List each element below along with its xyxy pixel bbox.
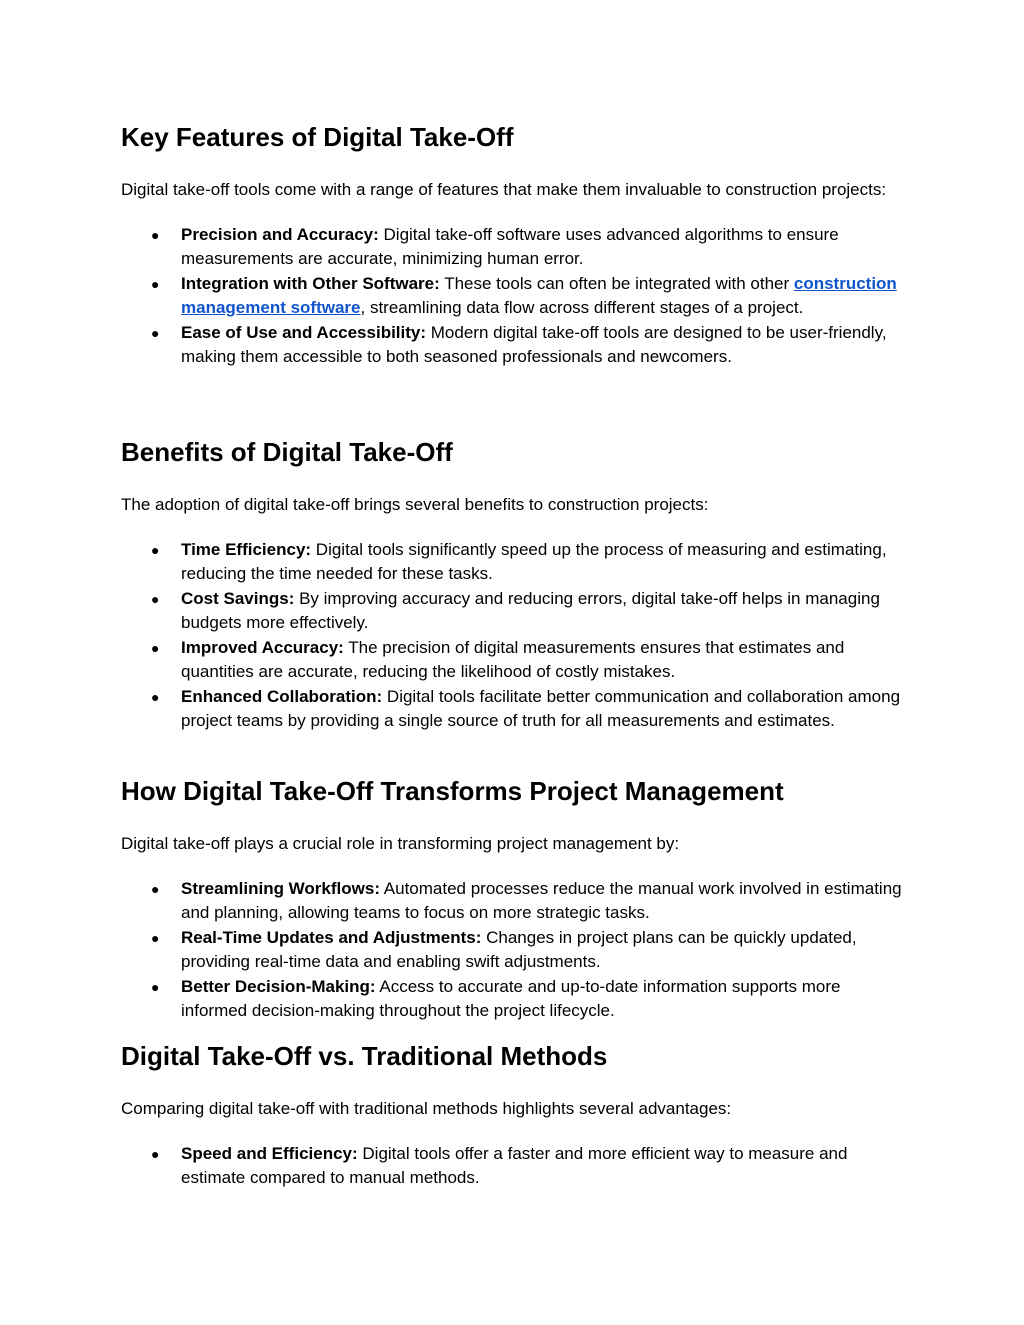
item-text: By improving accuracy and reducing errors, digital take-off helps in managing budgets more effectively. — [181, 588, 880, 632]
item-text: Digital take-off software uses advanced algorithms to ensure measurements are accurate, minimizing human error. — [181, 224, 839, 268]
bullet-icon: ● — [151, 978, 160, 995]
item-term: Time Efficiency: — [181, 539, 312, 559]
list-item — [121, 272, 906, 321]
item-term: Integration with Other Software: — [181, 273, 440, 293]
bullet-icon: ● — [151, 275, 160, 292]
item-text: Digital tools facilitate better communication and collaboration among project teams by providing a single source of truth for all measurements and estimates. — [181, 686, 901, 730]
item-text: Digital tools offer a faster and more efficient way to measure and estimate compared to manual methods. — [181, 1143, 848, 1187]
section-intro: Comparing digital take-off with traditional methods highlights several advantages: — [121, 1099, 732, 1118]
list-item — [121, 975, 906, 1024]
item-text: Changes in project plans can be quickly updated, providing real-time data and enabling swift adjustments. — [181, 927, 857, 971]
item-text: , streamlining data flow across different stages of a project. — [360, 298, 804, 317]
section-project-management — [121, 775, 906, 1042]
item-term: Streamlining Workflows: — [181, 878, 380, 898]
item-text: Digital tools significantly speed up the process of measuring and estimating, reducing the time needed for these tasks. — [181, 539, 887, 583]
bullet-icon: ● — [151, 324, 160, 341]
item-term: Cost Savings: — [181, 588, 295, 608]
list-item — [121, 587, 906, 636]
bullet-icon: ● — [151, 688, 160, 705]
item-term: Better Decision-Making: — [181, 976, 376, 996]
section-heading: Key Features of Digital Take-Off — [121, 122, 514, 152]
bullet-icon: ● — [151, 590, 160, 607]
section-heading: How Digital Take-Off Transforms Project Management — [121, 776, 784, 806]
item-term: Speed and Efficiency: — [181, 1143, 358, 1163]
item-term: Improved Accuracy: — [181, 637, 344, 657]
section-intro: Digital take-off tools come with a range of features that make them invaluable to construction projects: — [121, 180, 887, 199]
section-intro: Digital take-off plays a crucial role in transforming project management by: — [121, 834, 680, 853]
list-item — [121, 538, 906, 587]
section-heading: Benefits of Digital Take-Off — [121, 437, 453, 467]
item-term: Enhanced Collaboration: — [181, 686, 383, 706]
bullet-icon: ● — [151, 639, 160, 656]
section-vs-traditional — [121, 1040, 906, 1209]
bullet-list — [121, 538, 906, 734]
list-item — [121, 223, 906, 272]
bullet-icon: ● — [151, 541, 160, 558]
item-text: Automated processes reduce the manual work involved in estimating and planning, allowing teams to focus on more strategic tasks. — [181, 878, 902, 922]
construction-management-software-link[interactable]: construction management software — [181, 273, 897, 317]
bullet-icon: ● — [151, 929, 160, 946]
bullet-list — [121, 223, 906, 370]
item-text: Modern digital take-off tools are designed to be user-friendly, making them accessible to both seasoned professionals and newcomers. — [181, 322, 887, 366]
list-item — [121, 877, 906, 926]
item-text: The precision of digital measurements ensures that estimates and quantities are accurate, reducing the likelihood of costly mistakes. — [181, 637, 845, 681]
section-key-features — [121, 121, 906, 388]
item-text: These tools can often be integrated with other — [439, 273, 794, 293]
section-benefits — [121, 436, 906, 752]
bullet-list — [121, 1142, 906, 1191]
list-item — [121, 321, 906, 370]
list-item — [121, 636, 906, 685]
list-item — [121, 685, 906, 734]
bullet-icon: ● — [151, 880, 160, 897]
item-term: Ease of Use and Accessibility: — [181, 322, 427, 342]
bullet-icon: ● — [151, 226, 160, 243]
list-item — [121, 1142, 906, 1191]
section-heading: Digital Take-Off vs. Traditional Methods — [121, 1041, 608, 1071]
section-intro: The adoption of digital take-off brings several benefits to construction projects: — [121, 495, 709, 514]
bullet-icon: ● — [151, 1145, 160, 1162]
item-term: Real-Time Updates and Adjustments: — [181, 927, 482, 947]
item-text: Access to accurate and up-to-date information supports more informed decision-making throughout the project lifecycle. — [181, 976, 841, 1020]
bullet-list — [121, 877, 906, 1024]
list-item — [121, 926, 906, 975]
item-term: Precision and Accuracy: — [181, 224, 379, 244]
